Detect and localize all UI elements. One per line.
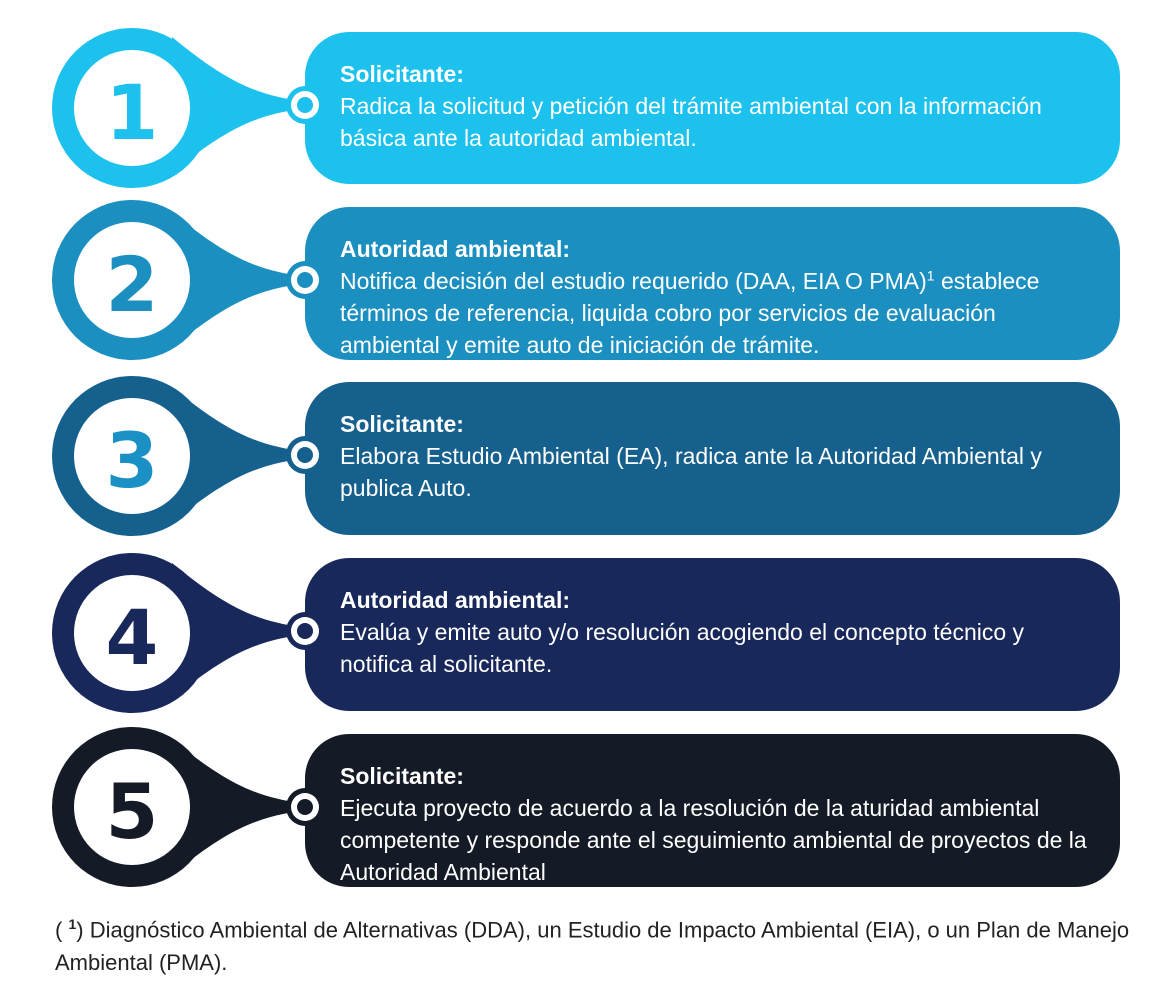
step-title: Solicitante: bbox=[340, 61, 464, 87]
step-box bbox=[305, 558, 1120, 711]
step-description bbox=[340, 440, 1092, 504]
step-description-text: Notifica decisión del estudio requerido (DAA, EIA O PMA) bbox=[340, 268, 927, 294]
step-number: 4 bbox=[105, 593, 159, 682]
footnote-text: ) Diagnóstico Ambiental de Alternativas (DDA), un Estudio de Impacto Ambiental (EIA), o un Plan de Manejo Ambiental (PMA). bbox=[55, 917, 1130, 976]
step-number: 2 bbox=[105, 240, 159, 329]
step-box bbox=[305, 382, 1120, 535]
step-4 bbox=[0, 553, 1170, 728]
footnote-reference: 1 bbox=[926, 267, 935, 284]
step-description-text: Ejecuta proyecto de acuerdo a la resolución de la aturidad ambiental competente y responde ante el seguimiento ambiental de proyectos de la Autoridad Ambiental bbox=[340, 795, 1087, 885]
step-description bbox=[340, 792, 1092, 888]
connector-node-core bbox=[297, 447, 313, 463]
connector-node-core bbox=[297, 623, 313, 639]
step-number: 1 bbox=[105, 68, 159, 157]
footnote bbox=[55, 908, 1145, 979]
step-description bbox=[340, 90, 1092, 154]
step-number: 3 bbox=[105, 416, 159, 505]
step-title: Autoridad ambiental: bbox=[340, 587, 571, 613]
step-description-text: Radica la solicitud y petición del trámite ambiental con la información básica ante la autoridad ambiental. bbox=[340, 93, 1042, 151]
connector-node-core bbox=[297, 97, 313, 113]
step-description-text: Evalúa y emite auto y/o resolución acogiendo el concepto técnico y notifica al solicitante. bbox=[340, 619, 1025, 677]
connector-node-core bbox=[297, 272, 313, 288]
step-title: Solicitante: bbox=[340, 763, 464, 789]
step-description-continued: establece términos de referencia, liquida cobro por servicios de evaluación ambiental y emite auto de iniciación de trámite. bbox=[340, 268, 1040, 358]
step-2 bbox=[0, 200, 1170, 375]
footnote-marker: 1 bbox=[68, 916, 77, 932]
step-1 bbox=[0, 28, 1170, 203]
footnote-open: ( bbox=[55, 917, 69, 943]
connector-node-core bbox=[297, 799, 313, 815]
step-box bbox=[305, 734, 1120, 887]
step-box bbox=[305, 207, 1120, 360]
step-box bbox=[305, 32, 1120, 184]
step-description bbox=[340, 616, 1092, 680]
step-description bbox=[340, 265, 1092, 361]
step-title: Solicitante: bbox=[340, 411, 464, 437]
step-description-text: Elabora Estudio Ambiental (EA), radica ante la Autoridad Ambiental y publica Auto. bbox=[340, 443, 1042, 501]
step-number: 5 bbox=[105, 767, 159, 856]
step-5 bbox=[0, 727, 1170, 902]
step-title: Autoridad ambiental: bbox=[340, 236, 571, 262]
step-3 bbox=[0, 376, 1170, 551]
